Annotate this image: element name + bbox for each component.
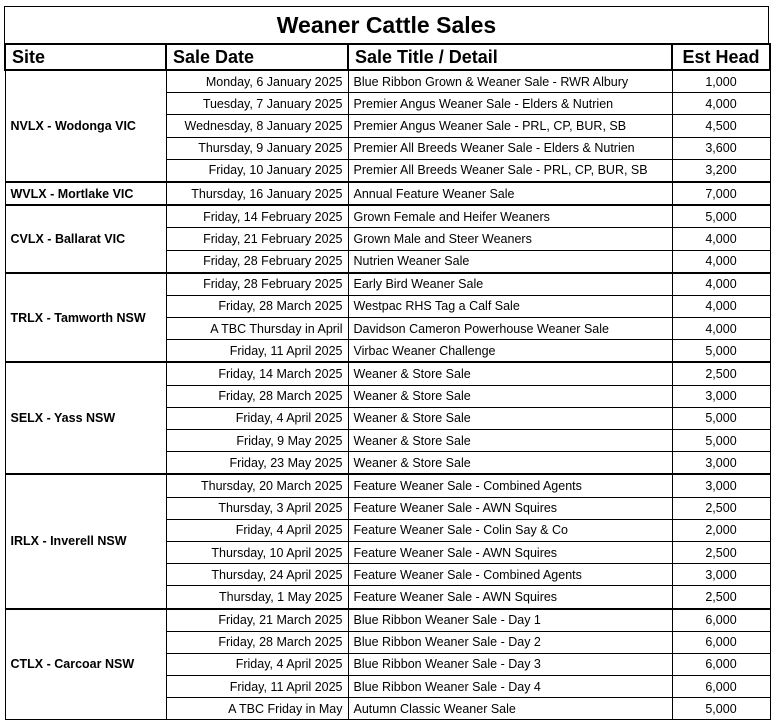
est-head-cell: 5,000 bbox=[672, 205, 770, 228]
sale-title-cell: Premier All Breeds Weaner Sale - Elders & Nutrien bbox=[348, 137, 672, 159]
est-head-cell: 5,000 bbox=[672, 698, 770, 720]
sale-date-cell: A TBC Thursday in April bbox=[166, 318, 348, 340]
table-body bbox=[5, 70, 770, 720]
sale-date-cell: Thursday, 3 April 2025 bbox=[166, 497, 348, 519]
sale-title-cell: Weaner & Store Sale bbox=[348, 407, 672, 429]
est-head-cell: 3,600 bbox=[672, 137, 770, 159]
sale-date-cell: Friday, 23 May 2025 bbox=[166, 452, 348, 475]
est-head-cell: 4,000 bbox=[672, 273, 770, 296]
sale-title-cell: Weaner & Store Sale bbox=[348, 362, 672, 385]
site-cell: TRLX - Tamworth NSW bbox=[5, 273, 166, 363]
sale-title-cell: Early Bird Weaner Sale bbox=[348, 273, 672, 296]
sale-date-cell: Monday, 6 January 2025 bbox=[166, 70, 348, 93]
header-sale-title: Sale Title / Detail bbox=[348, 44, 672, 70]
sale-title-cell: Blue Ribbon Weaner Sale - Day 1 bbox=[348, 609, 672, 632]
table-row bbox=[5, 70, 770, 93]
sale-title-cell: Feature Weaner Sale - AWN Squires bbox=[348, 497, 672, 519]
site-cell: CTLX - Carcoar NSW bbox=[5, 609, 166, 720]
header-site: Site bbox=[5, 44, 166, 70]
est-head-cell: 3,000 bbox=[672, 564, 770, 586]
est-head-cell: 2,500 bbox=[672, 362, 770, 385]
sale-title-cell: Blue Ribbon Weaner Sale - Day 3 bbox=[348, 653, 672, 675]
sale-title-cell: Westpac RHS Tag a Calf Sale bbox=[348, 295, 672, 317]
sale-title-cell: Feature Weaner Sale - Colin Say & Co bbox=[348, 519, 672, 541]
sale-title-cell: Weaner & Store Sale bbox=[348, 385, 672, 407]
est-head-cell: 5,000 bbox=[672, 340, 770, 363]
sale-date-cell: Thursday, 20 March 2025 bbox=[166, 474, 348, 497]
est-head-cell: 3,000 bbox=[672, 474, 770, 497]
est-head-cell: 4,000 bbox=[672, 228, 770, 250]
sale-title-cell: Blue Ribbon Weaner Sale - Day 4 bbox=[348, 676, 672, 698]
est-head-cell: 3,000 bbox=[672, 452, 770, 475]
sale-date-cell: Thursday, 1 May 2025 bbox=[166, 586, 348, 609]
sale-date-cell: Thursday, 24 April 2025 bbox=[166, 564, 348, 586]
sale-date-cell: Friday, 28 March 2025 bbox=[166, 385, 348, 407]
site-cell: SELX - Yass NSW bbox=[5, 362, 166, 474]
est-head-cell: 3,200 bbox=[672, 159, 770, 182]
est-head-cell: 3,000 bbox=[672, 385, 770, 407]
table-row bbox=[5, 362, 770, 385]
site-cell: IRLX - Inverell NSW bbox=[5, 474, 166, 608]
est-head-cell: 4,000 bbox=[672, 250, 770, 273]
site-cell: WVLX - Mortlake VIC bbox=[5, 182, 166, 205]
sale-title-cell: Weaner & Store Sale bbox=[348, 452, 672, 475]
est-head-cell: 4,000 bbox=[672, 93, 770, 115]
site-cell: NVLX - Wodonga VIC bbox=[5, 70, 166, 182]
sales-table bbox=[4, 43, 771, 720]
sale-date-cell: Friday, 21 February 2025 bbox=[166, 228, 348, 250]
sale-date-cell: Friday, 28 March 2025 bbox=[166, 631, 348, 653]
header-est-head: Est Head bbox=[672, 44, 770, 70]
est-head-cell: 6,000 bbox=[672, 609, 770, 632]
sale-title-cell: Feature Weaner Sale - AWN Squires bbox=[348, 586, 672, 609]
est-head-cell: 1,000 bbox=[672, 70, 770, 93]
sale-title-cell: Feature Weaner Sale - AWN Squires bbox=[348, 541, 672, 563]
sale-date-cell: Friday, 4 April 2025 bbox=[166, 653, 348, 675]
sale-title-cell: Davidson Cameron Powerhouse Weaner Sale bbox=[348, 318, 672, 340]
sale-date-cell: Friday, 14 February 2025 bbox=[166, 205, 348, 228]
table-row bbox=[5, 273, 770, 296]
sale-title-cell: Feature Weaner Sale - Combined Agents bbox=[348, 474, 672, 497]
est-head-cell: 4,000 bbox=[672, 295, 770, 317]
sale-title-cell: Nutrien Weaner Sale bbox=[348, 250, 672, 273]
sale-title-cell: Annual Feature Weaner Sale bbox=[348, 182, 672, 205]
sale-date-cell: Friday, 28 February 2025 bbox=[166, 250, 348, 273]
sale-title-cell: Feature Weaner Sale - Combined Agents bbox=[348, 564, 672, 586]
sale-date-cell: Friday, 9 May 2025 bbox=[166, 430, 348, 452]
sale-title-cell: Premier All Breeds Weaner Sale - PRL, CP, BUR, SB bbox=[348, 159, 672, 182]
est-head-cell: 2,500 bbox=[672, 497, 770, 519]
sale-date-cell: Friday, 4 April 2025 bbox=[166, 519, 348, 541]
est-head-cell: 2,000 bbox=[672, 519, 770, 541]
est-head-cell: 4,500 bbox=[672, 115, 770, 137]
sale-date-cell: Friday, 28 March 2025 bbox=[166, 295, 348, 317]
sale-date-cell: Thursday, 9 January 2025 bbox=[166, 137, 348, 159]
table-row bbox=[5, 205, 770, 228]
sale-date-cell: Friday, 11 April 2025 bbox=[166, 676, 348, 698]
est-head-cell: 6,000 bbox=[672, 676, 770, 698]
est-head-cell: 7,000 bbox=[672, 182, 770, 205]
table-row bbox=[5, 182, 770, 205]
sales-sheet bbox=[4, 6, 769, 720]
sale-title-cell: Premier Angus Weaner Sale - Elders & Nutrien bbox=[348, 93, 672, 115]
sale-title-cell: Autumn Classic Weaner Sale bbox=[348, 698, 672, 720]
sale-title-cell: Premier Angus Weaner Sale - PRL, CP, BUR, SB bbox=[348, 115, 672, 137]
est-head-cell: 5,000 bbox=[672, 407, 770, 429]
sale-date-cell: Friday, 28 February 2025 bbox=[166, 273, 348, 296]
site-cell: CVLX - Ballarat VIC bbox=[5, 205, 166, 273]
sale-title-cell: Virbac Weaner Challenge bbox=[348, 340, 672, 363]
sale-date-cell: Friday, 10 January 2025 bbox=[166, 159, 348, 182]
sale-title-cell: Blue Ribbon Grown & Weaner Sale - RWR Albury bbox=[348, 70, 672, 93]
sale-date-cell: Friday, 4 April 2025 bbox=[166, 407, 348, 429]
header-row bbox=[5, 44, 770, 70]
sale-date-cell: Wednesday, 8 January 2025 bbox=[166, 115, 348, 137]
est-head-cell: 4,000 bbox=[672, 318, 770, 340]
est-head-cell: 2,500 bbox=[672, 586, 770, 609]
sale-date-cell: Friday, 21 March 2025 bbox=[166, 609, 348, 632]
sale-date-cell: A TBC Friday in May bbox=[166, 698, 348, 720]
header-sale-date: Sale Date bbox=[166, 44, 348, 70]
est-head-cell: 6,000 bbox=[672, 631, 770, 653]
est-head-cell: 6,000 bbox=[672, 653, 770, 675]
table-row bbox=[5, 474, 770, 497]
sale-title-cell: Grown Female and Heifer Weaners bbox=[348, 205, 672, 228]
sale-date-cell: Tuesday, 7 January 2025 bbox=[166, 93, 348, 115]
sale-date-cell: Thursday, 10 April 2025 bbox=[166, 541, 348, 563]
sale-date-cell: Friday, 11 April 2025 bbox=[166, 340, 348, 363]
table-row bbox=[5, 609, 770, 632]
sale-date-cell: Thursday, 16 January 2025 bbox=[166, 182, 348, 205]
sale-title-cell: Grown Male and Steer Weaners bbox=[348, 228, 672, 250]
est-head-cell: 2,500 bbox=[672, 541, 770, 563]
sale-title-cell: Blue Ribbon Weaner Sale - Day 2 bbox=[348, 631, 672, 653]
sale-date-cell: Friday, 14 March 2025 bbox=[166, 362, 348, 385]
est-head-cell: 5,000 bbox=[672, 430, 770, 452]
sheet-title: Weaner Cattle Sales bbox=[4, 6, 769, 43]
sale-title-cell: Weaner & Store Sale bbox=[348, 430, 672, 452]
